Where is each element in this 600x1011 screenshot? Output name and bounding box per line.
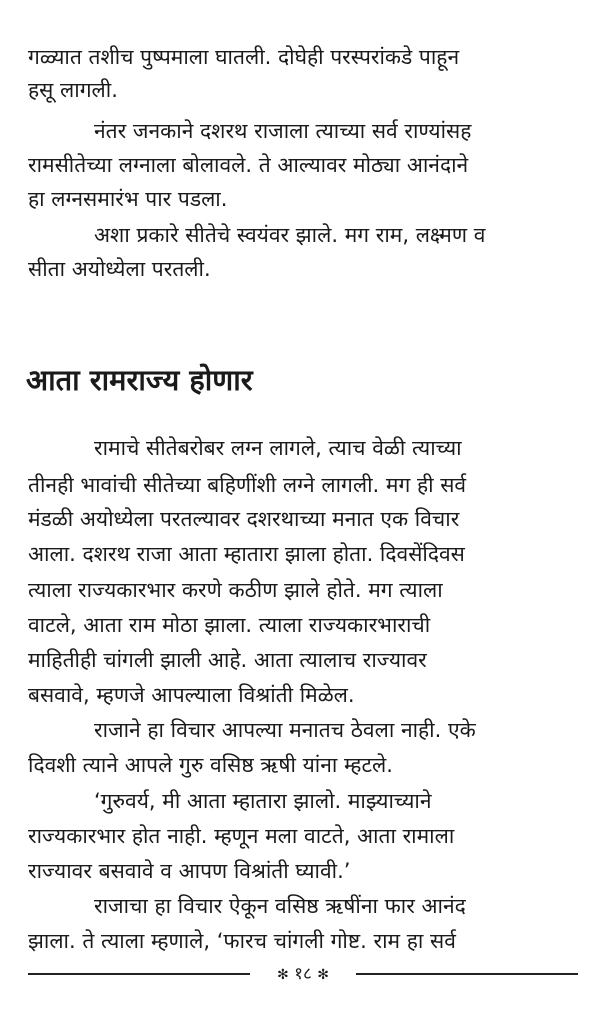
- text-line: नंतर जनकाने दशरथ राजाला त्याच्या सर्व राण्यांसह: [94, 119, 472, 143]
- text-line: सीता अयोध्येला परतली.: [28, 257, 211, 281]
- ornament-icon: ✻: [317, 967, 329, 983]
- footer-rule-right: [356, 973, 578, 975]
- text-line: माहितीही चांगली झाली आहे. आता त्यालाच राज्यावर: [28, 648, 427, 672]
- text-line: राज्यकारभार होत नाही. म्हणून मला वाटते, आता रामाला: [28, 824, 455, 848]
- text-line: अशा प्रकारे सीतेचे स्वयंवर झाले. मग राम, लक्ष्मण व: [94, 223, 486, 247]
- page-number-block: [253, 962, 353, 987]
- page-number: १८: [294, 964, 312, 984]
- text-line: ‘गुरुवर्य, मी आता म्हातारा झालो. माझ्याच्याने: [94, 789, 432, 813]
- text-line: राजाने हा विचार आपल्या मनातच ठेवला नाही. एके: [94, 718, 476, 742]
- section-heading: आता रामराज्य होणार: [26, 363, 253, 397]
- text-line: दिवशी त्याने आपले गुरु वसिष्ठ ऋषी यांना म्हटले.: [28, 753, 393, 777]
- footer-rule-left: [28, 973, 250, 975]
- text-line: गळ्यात तशीच पुष्पमाला घातली. दोघेही परस्परांकडे पाहून: [28, 45, 460, 69]
- text-line: हसू लागली.: [28, 78, 118, 102]
- ornament-icon: ✻: [277, 967, 289, 983]
- text-line: झाला. ते त्याला म्हणाले, ‘फारच चांगली गोष्ट. राम हा सर्व: [28, 929, 456, 953]
- text-line: राजाचा हा विचार ऐकून वसिष्ठ ऋषींना फार आनंद: [94, 894, 466, 918]
- text-line: बसवावे, म्हणजे आपल्याला विश्रांती मिळेल.: [28, 683, 355, 707]
- text-line: त्याला राज्यकारभार करणे कठीण झाले होते. मग त्याला: [28, 578, 443, 602]
- text-line: वाटले, आता राम मोठा झाला. त्याला राज्यकारभाराची: [28, 613, 431, 637]
- text-line: हा लग्नसमारंभ पार पडला.: [28, 187, 228, 211]
- text-line: रामाचे सीतेबरोबर लग्न लागले, त्याच वेळी त्याच्या: [94, 436, 462, 460]
- text-line: मंडळी अयोध्येला परतल्यावर दशरथाच्या मनात एक विचार: [28, 507, 460, 531]
- text-line: तीनही भावांची सीतेच्या बहिणींशी लग्ने लागली. मग ही सर्व: [28, 473, 467, 497]
- text-line: आला. दशरथ राजा आता म्हातारा झाला होता. दिवसेंदिवस: [28, 542, 465, 566]
- page-footer: [28, 962, 578, 986]
- text-line: राज्यावर बसवावे व आपण विश्रांती घ्यावी.’: [28, 859, 351, 883]
- text-line: रामसीतेच्या लग्नाला बोलावले. ते आल्यावर मोठ्या आनंदाने: [28, 153, 469, 177]
